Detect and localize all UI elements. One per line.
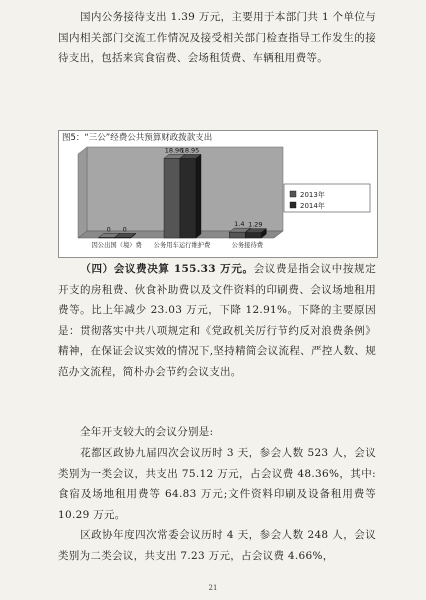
page-number: 21 <box>208 584 218 592</box>
bar-chart <box>58 130 378 258</box>
meeting-1-text: 花都区政协九届四次会议历时 3 天，参会人数 523 人，会议类别为一类会议，共支出 75.12 万元，占会议费 48.36%，其中:食宿及场地租用费等 64.83 万元;文件资料印刷及设备租用费等 10.29 万元。 <box>58 447 376 521</box>
bar-data-label: 0 <box>122 225 127 234</box>
meeting-2-text: 区政协年度四次常委会议历时 4 天，参会人数 248 人，会议类别为二类会议，共支出 7.23 万元，占会议费 4.66%， <box>58 529 376 562</box>
chart-title: 图5：“三公”经费公共预算财政拨款支出 <box>62 133 213 143</box>
legend-swatch <box>290 191 296 197</box>
bar-side <box>196 154 201 238</box>
bar-front <box>180 158 196 238</box>
meeting-1-paragraph <box>58 443 376 525</box>
reception-paragraph <box>58 7 376 69</box>
legend-label: 2013年 <box>300 191 325 199</box>
bar-data-label: 18.96 <box>164 146 184 155</box>
legend-box <box>284 184 370 212</box>
legend-swatch <box>290 202 296 208</box>
x-tick-label: 因公出国（境）费 <box>91 242 142 249</box>
legend-label: 2014年 <box>300 202 325 210</box>
chart-side-wall <box>78 147 87 238</box>
x-tick-label: 公务接待费 <box>231 242 264 249</box>
bar-front <box>245 233 261 238</box>
big-meetings-text: 全年开支较大的会议分别是: <box>80 426 214 438</box>
meeting-body: 会议费是指会议中按规定开支的房租费、伙食补助费以及文件资料的印刷费、会议场地租用费等。比上年减少 23.03 万元，下降 12.91%。下降的主要原因是：贯彻落实中共八项规定和《党政机关厉行节约反对浪费条例》精神，在保证会议实效的情况下,坚持精简会议流程、严控人数、规范办文流程，简朴办会节约会议支出。 <box>58 263 376 378</box>
meeting-heading: （四）会议费决算 155.33 万元。 <box>80 263 254 275</box>
reception-text: 国内公务接待支出 1.39 万元，主要用于本部门共 1 个单位与国内相关部门交流工作情况及接受相关部门检查指导工作发生的接待支出，包括来宾食宿费、会场租赁费、车辆租用费等。 <box>58 11 376 64</box>
chart-container <box>58 130 378 258</box>
meeting-2-paragraph <box>58 525 376 566</box>
meeting-paragraph <box>58 259 376 382</box>
bar-front <box>229 232 245 238</box>
big-meetings-paragraph <box>58 422 376 443</box>
bar-data-label: 1.29 <box>248 220 263 229</box>
bar-data-label: 18.95 <box>180 146 200 155</box>
x-tick-label: 公务用车运行维护费 <box>153 242 211 249</box>
bar-front <box>164 158 180 238</box>
bar-data-label: 1.4 <box>234 220 245 229</box>
bar-data-label: 0 <box>106 225 111 234</box>
